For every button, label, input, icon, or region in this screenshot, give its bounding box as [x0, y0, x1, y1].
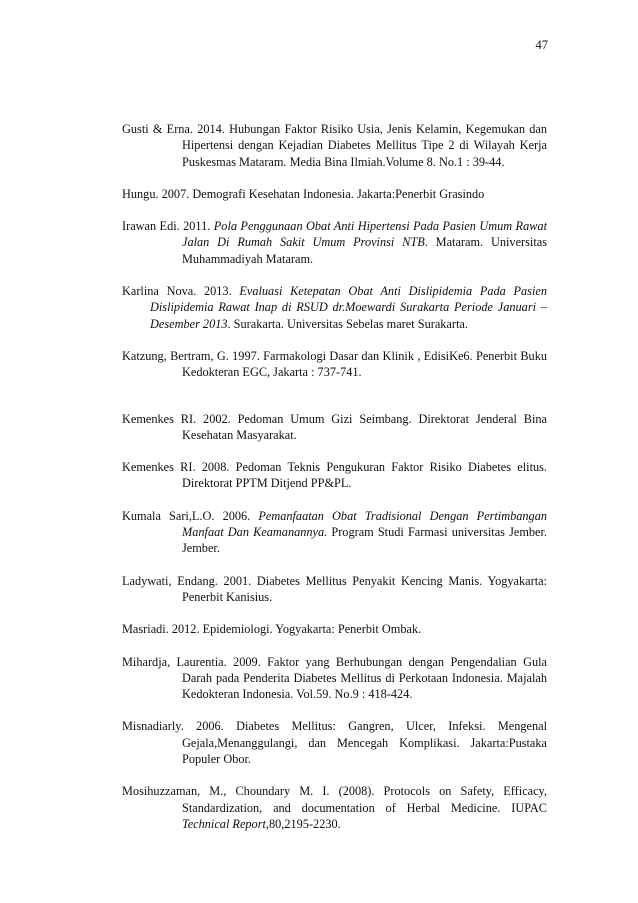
- reference-text: Hungu. 2007. Demografi Kesehatan Indonesia. Jakarta:Penerbit Grasindo: [122, 186, 485, 201]
- reference-title-italic: Technical Report: [182, 816, 266, 831]
- reference-entry: [122, 348, 547, 381]
- reference-entry: [122, 573, 547, 606]
- reference-text: Mihardja, Laurentia. 2009. Faktor yang Berhubungan dengan Pengendalian Gula Darah pada Penderita Diabetes Mellitus di Perkotaan Indonesia. Majalah Kedokteran Indonesia. Vol.59. No.9 : 418-424.: [122, 654, 547, 702]
- reference-entry: [122, 718, 547, 767]
- reference-entry: [122, 783, 547, 832]
- reference-text: Karlina Nova. 2013.: [122, 284, 240, 299]
- reference-text: Mosihuzzaman, M., Choundary M. I. (2008). Protocols on Safety, Efficacy, Standardization, and documentation of Herbal Medicine. IUPAC: [122, 784, 547, 815]
- reference-text: . Surakarta. Universitas Sebelas maret Surakarta.: [227, 316, 468, 331]
- reference-list: [122, 121, 547, 832]
- reference-entry: [122, 621, 547, 637]
- reference-entry: [122, 411, 547, 444]
- reference-text: Misnadiarly. 2006. Diabetes Mellitus: Gangren, Ulcer, Infeksi. Mengenal Gejala,Menanggulangi, dan Mencegah Komplikasi. Jakarta:Pustaka Populer Obor.: [122, 719, 547, 767]
- reference-text: Masriadi. 2012. Epidemiologi. Yogyakarta: Penerbit Ombak.: [122, 622, 422, 637]
- reference-text: Program Studi Farmasi universitas Jember. Jember.: [182, 525, 548, 556]
- reference-text: Gusti & Erna. 2014. Hubungan Faktor Risiko Usia, Jenis Kelamin, Kegemukan dan Hipertensi dengan Kejadian Diabetes Mellitus Tipe 2 di Wilayah Kerja Puskesmas Mataram. Media Bina Ilmiah.Volume 8. No.1 : 39-44.: [122, 122, 547, 169]
- reference-text: ,80,2195-2230.: [265, 816, 341, 831]
- reference-entry: [122, 186, 547, 202]
- page-number: 47: [535, 38, 548, 52]
- reference-title-italic: Pola Penggunaan Obat Anti Hipertensi Pada Pasien Umum Rawat Jalan Di Rumah Sakit Umum Provinsi NTB: [182, 219, 547, 250]
- reference-text: Irawan Edi. 2011.: [122, 219, 214, 234]
- reference-entry: [122, 121, 547, 170]
- reference-text: Katzung, Bertram, G. 1997. Farmakologi Dasar dan Klinik , EdisiKe6. Penerbit Buku Kedokteran EGC, Jakarta : 737-741.: [122, 348, 547, 380]
- reference-text: Kemenkes RI. 2008. Pedoman Teknis Pengukuran Faktor Risiko Diabetes elitus. Direktorat PPTM Ditjend PP&PL.: [122, 460, 547, 491]
- reference-entry: [122, 218, 547, 267]
- reference-entry: [122, 459, 547, 492]
- reference-entry: [122, 283, 547, 332]
- reference-text: Kemenkes RI. 2002. Pedoman Umum Gizi Seimbang. Direktorat Jenderal Bina Kesehatan Masyarakat.: [122, 411, 547, 442]
- reference-title-italic: Pemanfaatan Obat Tradisional Dengan Pertimbangan Manfaat Dan Keamanannya.: [182, 508, 547, 540]
- reference-text: . Mataram. Universitas Muhammadiyah Mataram.: [182, 235, 547, 266]
- reference-entry: [122, 508, 547, 557]
- reference-title-italic: Evaluasi Ketepatan Obat Anti Dislipidemia Pada Pasien Dislipidemia Rawat Inap di RSUD dr.Moewardi Surakarta Periode Januari – Desember 2013: [150, 284, 547, 331]
- reference-text: Kumala Sari,L.O. 2006.: [122, 508, 259, 523]
- reference-text: Ladywati, Endang. 2001. Diabetes Mellitus Penyakit Kencing Manis. Yogyakarta: Penerbit Kanisius.: [122, 573, 547, 604]
- reference-entry: [122, 654, 547, 703]
